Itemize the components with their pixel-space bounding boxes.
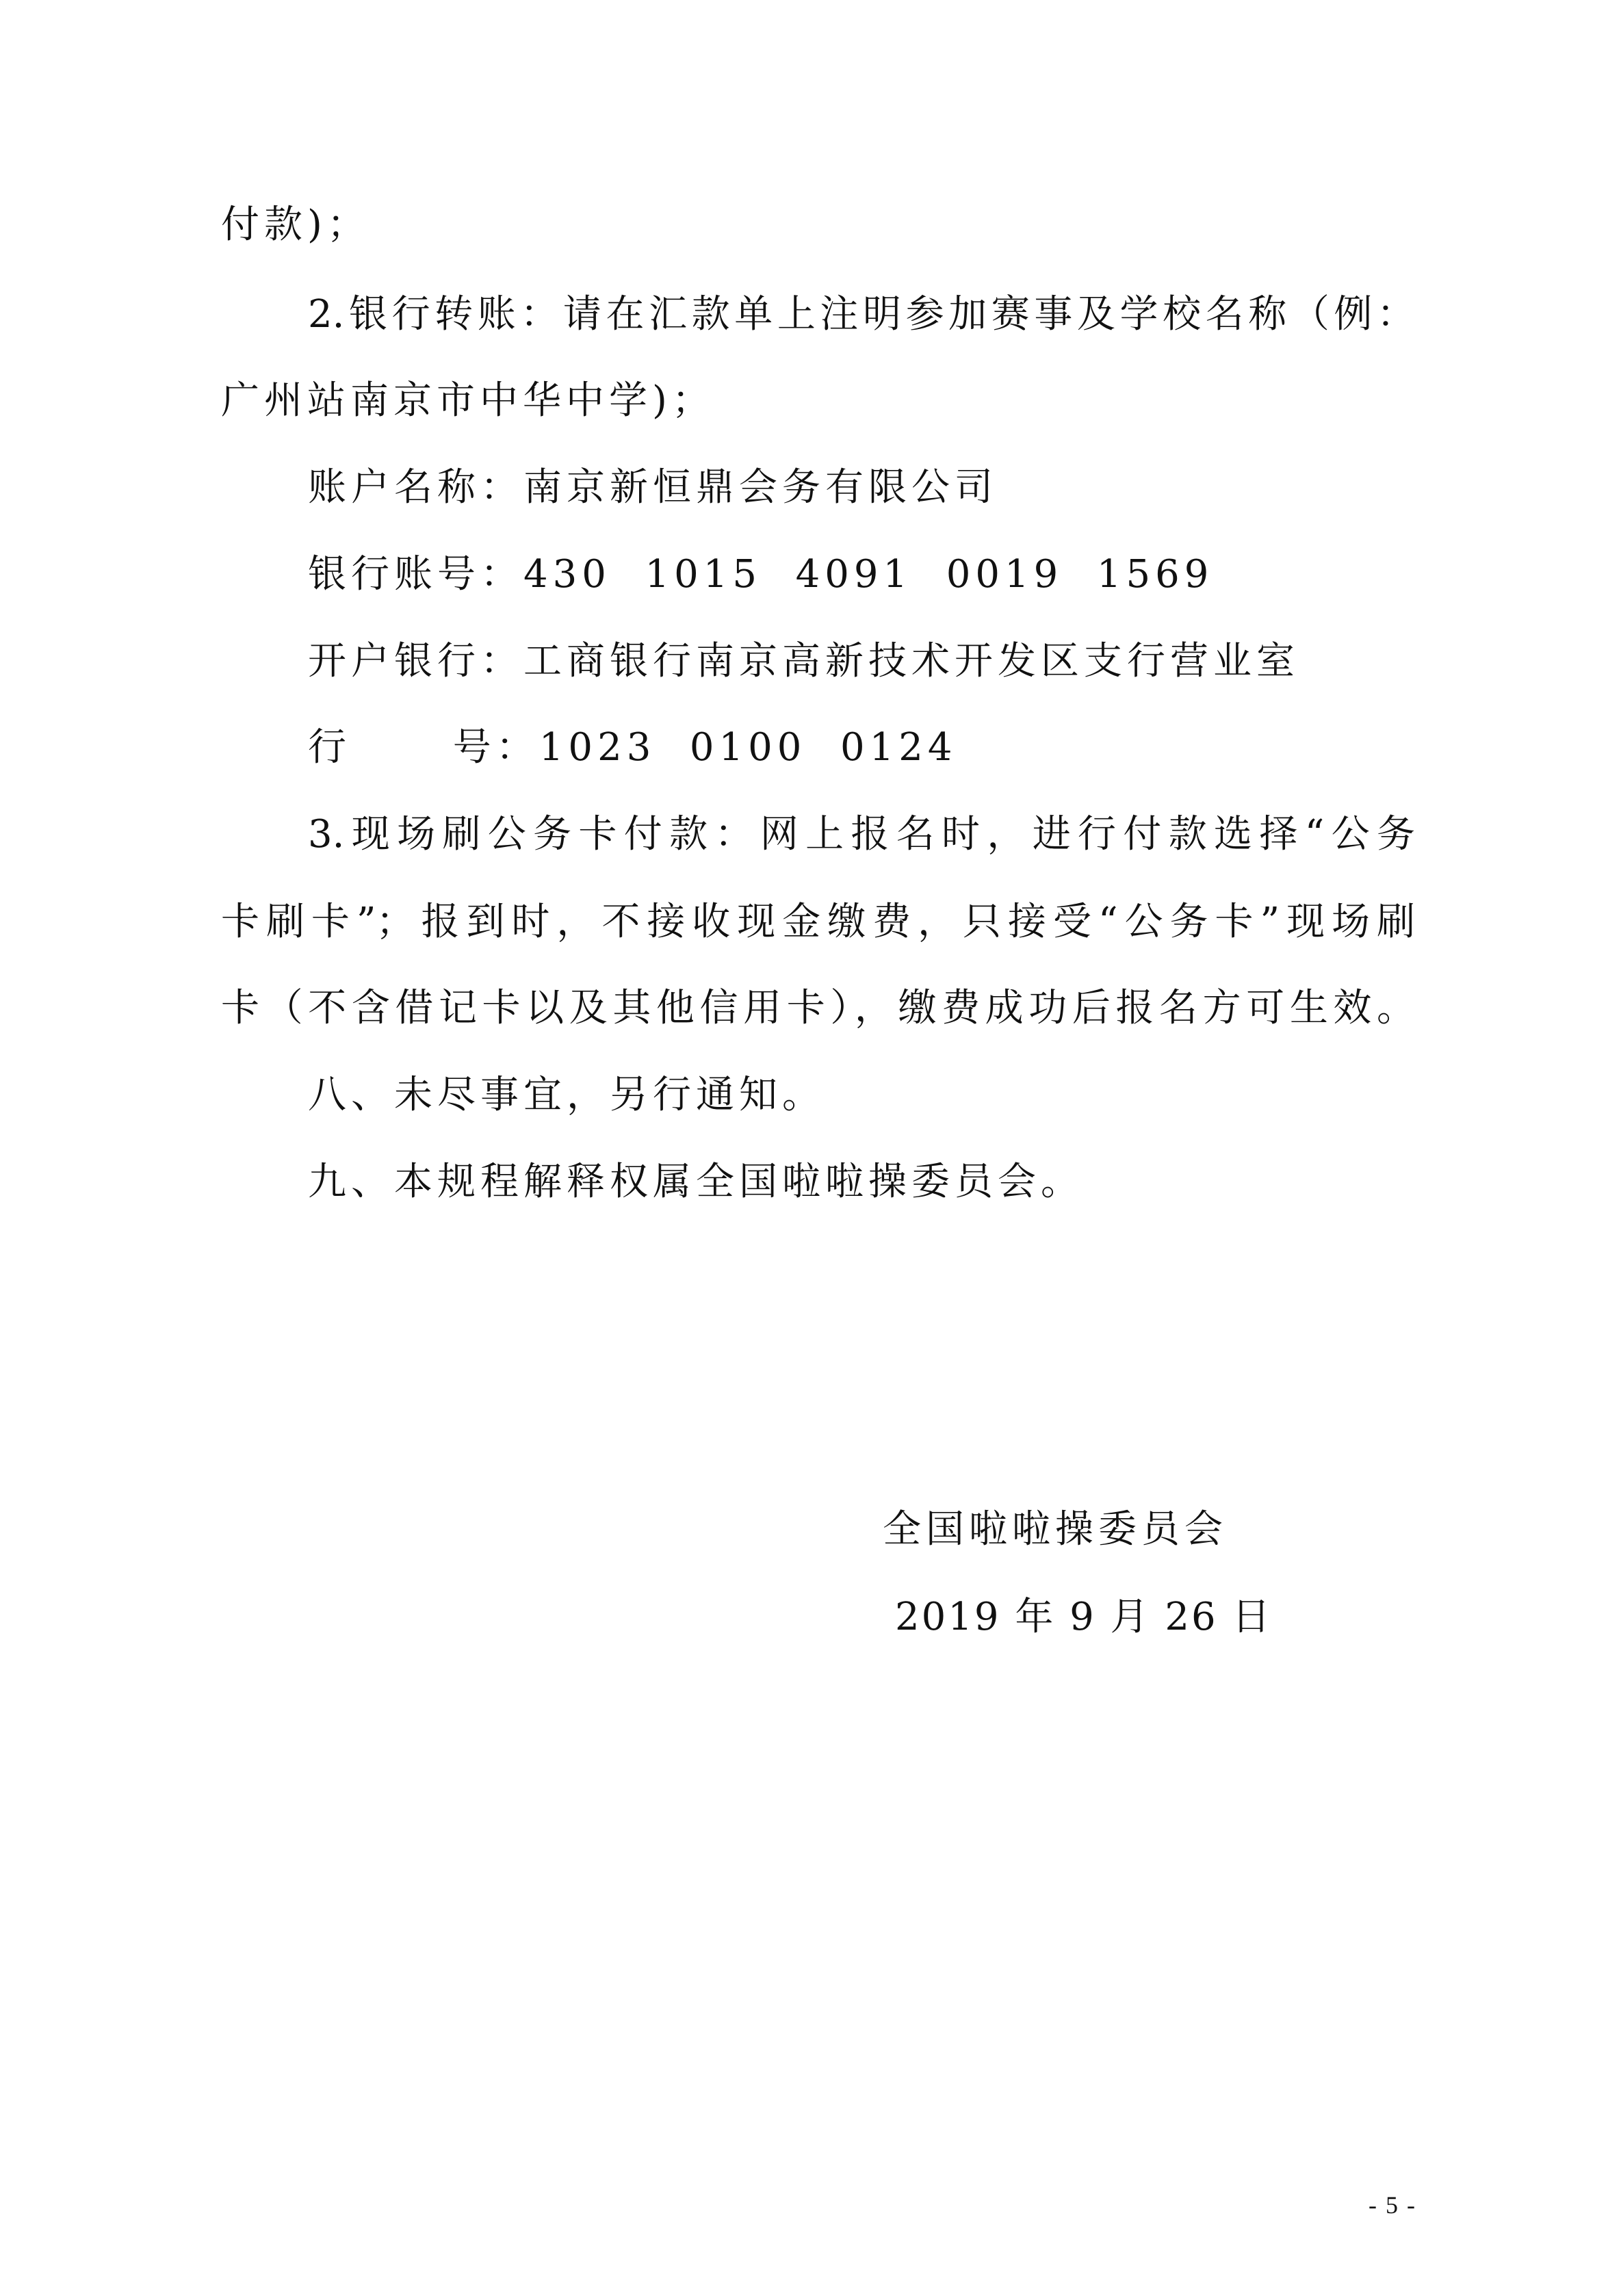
paragraph-line: 广州站南京市中华中学)； bbox=[221, 378, 715, 423]
paragraph-line: 账户名称：南京新恒鼎会务有限公司 bbox=[308, 465, 998, 510]
paragraph-line: 八、未尽事宜，另行通知。 bbox=[308, 1073, 825, 1117]
paragraph-line: 2.银行转账：请在汇款单上注明参加赛事及学校名称（例： bbox=[308, 292, 1415, 337]
paragraph-line: 3.现场刷公务卡付款：网上报名时，进行付款选择“公务 bbox=[308, 812, 1415, 857]
paragraph-line: 行 号：1023 0100 0124 bbox=[308, 725, 957, 770]
paragraph-line: 开户银行：工商银行南京高新技术开发区支行营业室 bbox=[308, 639, 1299, 683]
paragraph-line: 九、本规程解释权属全国啦啦操委员会。 bbox=[308, 1160, 1084, 1204]
paragraph-line: 卡刷卡”；报到时，不接收现金缴费，只接受“公务卡”现场刷 bbox=[221, 900, 1415, 944]
signature-organization: 全国啦啦操委员会 bbox=[883, 1507, 1228, 1552]
paragraph-line: 卡（不含借记卡以及其他信用卡），缴费成功后报名方可生效。 bbox=[221, 986, 1415, 1030]
paragraph-line: 银行账号：430 1015 4091 0019 1569 bbox=[308, 552, 1214, 597]
paragraph-line: 付款)； bbox=[221, 203, 370, 247]
page-number: - 5 - bbox=[1369, 2191, 1416, 2219]
signature-date: 2019 年 9 月 26 日 bbox=[895, 1595, 1273, 1639]
